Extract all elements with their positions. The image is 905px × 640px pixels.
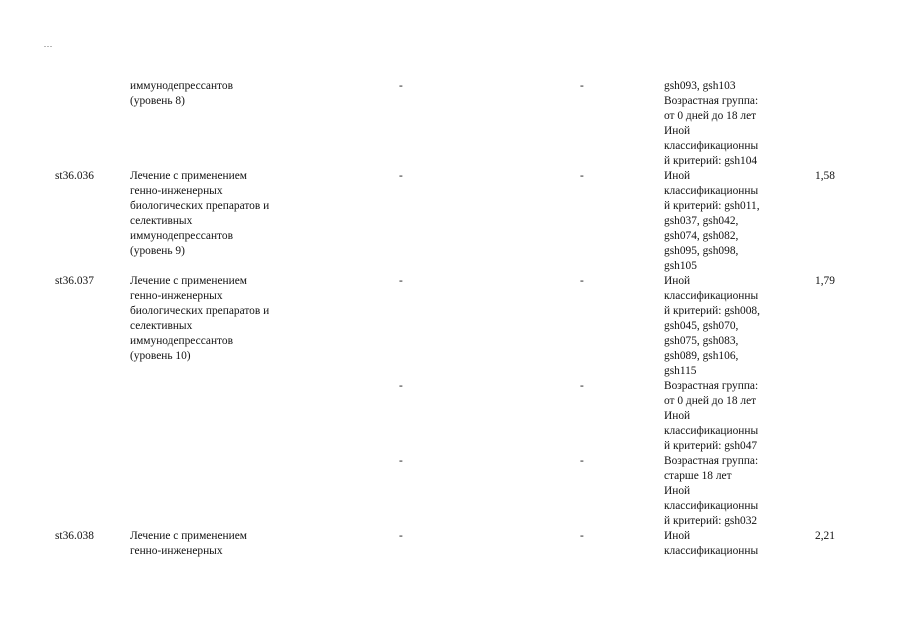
column-a-value: - bbox=[399, 80, 403, 92]
ksg-name-line: генно-инженерных bbox=[130, 185, 223, 197]
classification-criteria-line: Иной bbox=[664, 275, 691, 287]
column-a-value: - bbox=[399, 275, 403, 287]
classification-criteria-line: Возрастная группа: bbox=[664, 455, 759, 467]
classification-criteria-line: Возрастная группа: bbox=[664, 380, 759, 392]
table-row bbox=[0, 454, 905, 529]
column-b-value: - bbox=[580, 380, 584, 392]
ksg-name-line: селективных bbox=[130, 215, 193, 227]
classification-criteria-line: gsh115 bbox=[664, 365, 697, 377]
classification-criteria-line: Иной bbox=[664, 410, 691, 422]
column-a-value: - bbox=[399, 380, 403, 392]
classification-criteria bbox=[664, 79, 758, 169]
classification-criteria-line: классификационны bbox=[664, 500, 759, 512]
classification-criteria bbox=[664, 379, 758, 454]
coefficient-value: 1,58 bbox=[815, 170, 835, 182]
classification-criteria-line: Иной bbox=[664, 530, 691, 542]
table-row bbox=[0, 274, 905, 379]
classification-criteria-line: й критерий: gsh032 bbox=[664, 515, 758, 527]
column-b-value: - bbox=[580, 275, 584, 287]
classification-criteria bbox=[664, 454, 758, 529]
ksg-name-line: иммунодепрессантов bbox=[130, 335, 233, 347]
classification-criteria-line: gsh089, gsh106, bbox=[664, 350, 739, 362]
classification-criteria bbox=[664, 529, 758, 559]
classification-criteria bbox=[664, 169, 760, 274]
classification-criteria-line: й критерий: gsh011, bbox=[664, 200, 760, 212]
column-b-value: - bbox=[580, 530, 584, 542]
ksg-name-line: биологических препаратов и bbox=[130, 305, 270, 317]
page-mark: ... bbox=[44, 40, 53, 49]
classification-criteria-line: й критерий: gsh104 bbox=[664, 155, 758, 167]
coefficient-value: 1,79 bbox=[815, 275, 835, 287]
ksg-code: st36.038 bbox=[55, 530, 94, 542]
ksg-name-line: (уровень 9) bbox=[130, 245, 185, 257]
ksg-code: st36.036 bbox=[55, 170, 94, 182]
table-row bbox=[0, 379, 905, 454]
ksg-name-line: иммунодепрессантов bbox=[130, 80, 233, 92]
classification-criteria-line: gsh045, gsh070, bbox=[664, 320, 739, 332]
coefficient-value: 2,21 bbox=[815, 530, 835, 542]
classification-criteria-line: от 0 дней до 18 лет bbox=[664, 395, 757, 407]
ksg-name-line: (уровень 8) bbox=[130, 95, 185, 107]
column-a-value: - bbox=[399, 530, 403, 542]
classification-criteria-line: классификационны bbox=[664, 185, 759, 197]
ksg-name-line: Лечение с применением bbox=[130, 530, 247, 542]
column-b-value: - bbox=[580, 80, 584, 92]
table-row bbox=[0, 79, 905, 169]
classification-criteria-line: Иной bbox=[664, 485, 691, 497]
classification-criteria-line: классификационны bbox=[664, 545, 759, 557]
ksg-name-line: биологических препаратов и bbox=[130, 200, 270, 212]
classification-criteria-line: gsh075, gsh083, bbox=[664, 335, 739, 347]
classification-criteria-line: Возрастная группа: bbox=[664, 95, 759, 107]
classification-criteria-line: старше 18 лет bbox=[664, 470, 732, 482]
classification-criteria-line: й критерий: gsh008, bbox=[664, 305, 760, 317]
ksg-name bbox=[130, 79, 233, 109]
table-row bbox=[0, 169, 905, 274]
tariff-table bbox=[0, 79, 905, 559]
table-row bbox=[0, 529, 905, 559]
classification-criteria-line: gsh095, gsh098, bbox=[664, 245, 739, 257]
classification-criteria-line: gsh037, gsh042, bbox=[664, 215, 739, 227]
ksg-code: st36.037 bbox=[55, 275, 94, 287]
ksg-name-line: селективных bbox=[130, 320, 193, 332]
ksg-name-line: (уровень 10) bbox=[130, 350, 191, 362]
ksg-name bbox=[130, 169, 269, 259]
ksg-name bbox=[130, 274, 269, 364]
column-a-value: - bbox=[399, 455, 403, 467]
classification-criteria-line: gsh105 bbox=[664, 260, 697, 272]
ksg-name-line: генно-инженерных bbox=[130, 290, 223, 302]
classification-criteria-line: й критерий: gsh047 bbox=[664, 440, 758, 452]
classification-criteria-line: Иной bbox=[664, 170, 691, 182]
classification-criteria-line: Иной bbox=[664, 125, 691, 137]
ksg-name bbox=[130, 529, 247, 559]
classification-criteria-line: gsh074, gsh082, bbox=[664, 230, 739, 242]
classification-criteria bbox=[664, 274, 760, 379]
column-a-value: - bbox=[399, 170, 403, 182]
ksg-name-line: иммунодепрессантов bbox=[130, 230, 233, 242]
ksg-name-line: генно-инженерных bbox=[130, 545, 223, 557]
column-b-value: - bbox=[580, 170, 584, 182]
classification-criteria-line: от 0 дней до 18 лет bbox=[664, 110, 757, 122]
ksg-name-line: Лечение с применением bbox=[130, 275, 247, 287]
classification-criteria-line: классификационны bbox=[664, 425, 759, 437]
column-b-value: - bbox=[580, 455, 584, 467]
classification-criteria-line: gsh093, gsh103 bbox=[664, 80, 736, 92]
classification-criteria-line: классификационны bbox=[664, 140, 759, 152]
classification-criteria-line: классификационны bbox=[664, 290, 759, 302]
ksg-name-line: Лечение с применением bbox=[130, 170, 247, 182]
